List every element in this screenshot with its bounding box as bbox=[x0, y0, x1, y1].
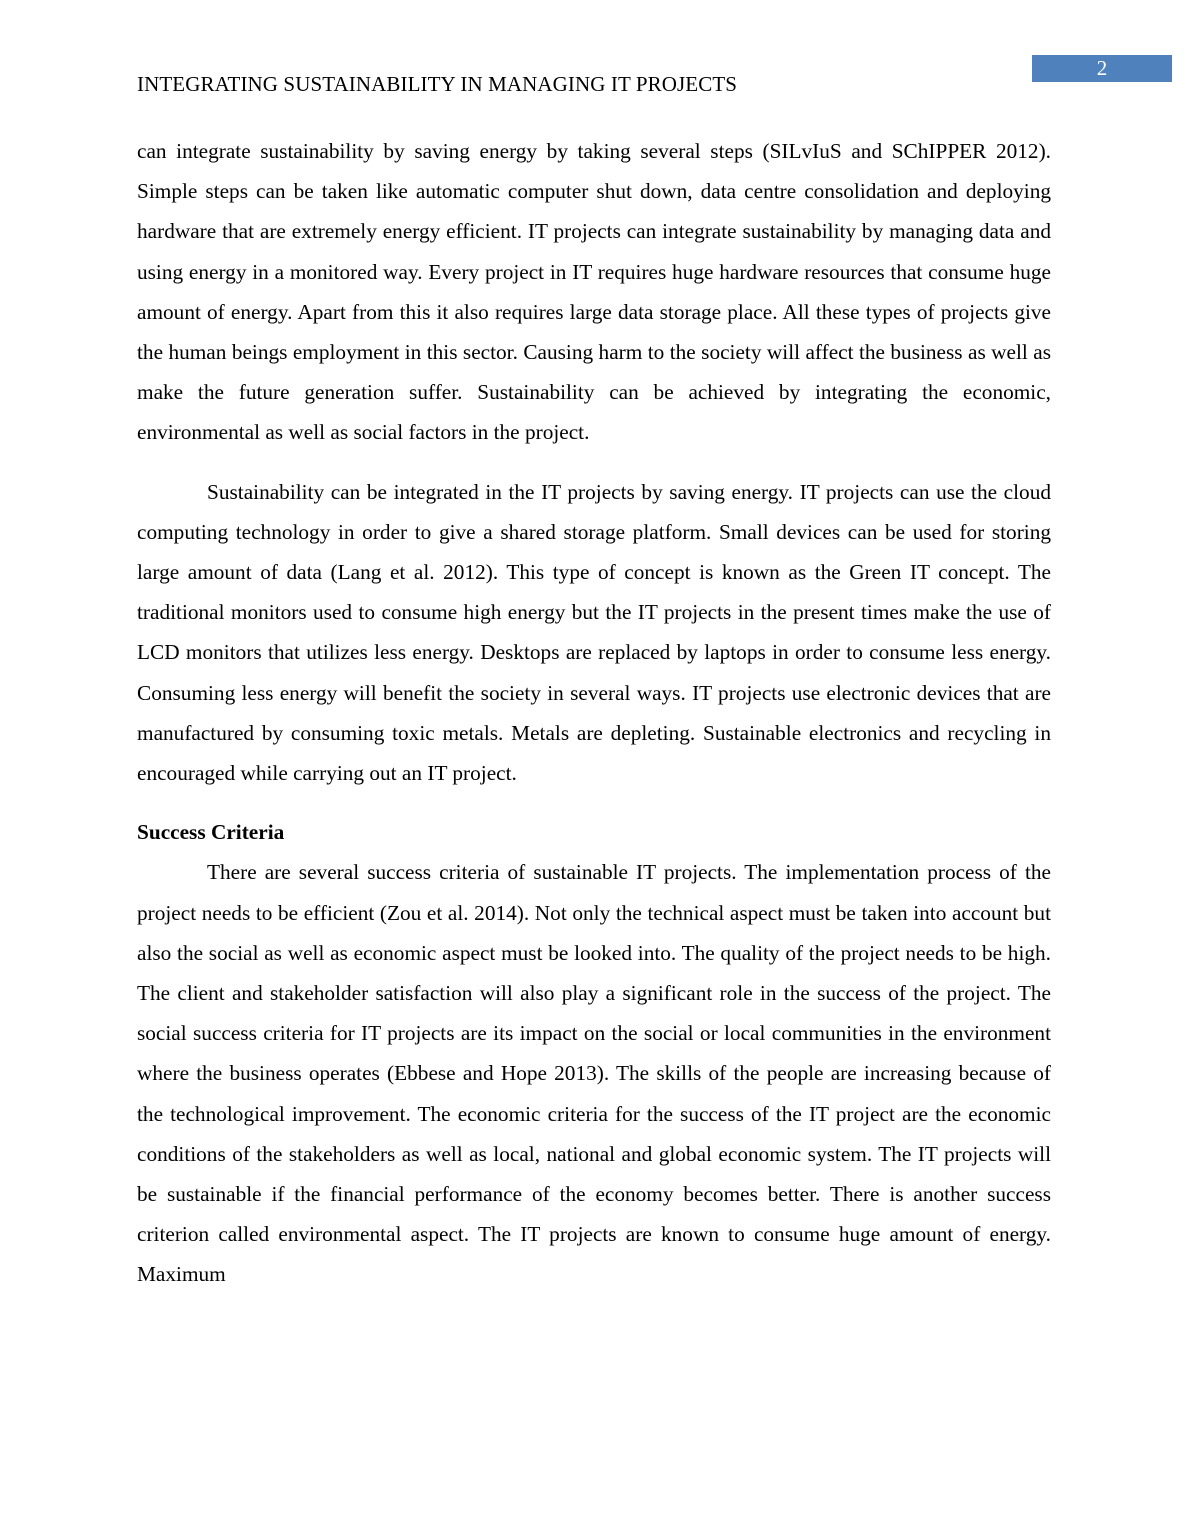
paragraph-green-it: Sustainability can be integrated in the IT projects by saving energy. IT projects can use the cloud computing technology in order to give a shared storage platform. Small devices can be used for storing large amount of data (Lang et al. 2012). This type of concept is known as the Green IT concept. The traditional monitors used to consume high energy but the IT projects in the present times make the use of LCD monitors that utilizes less energy. Desktops are replaced by laptops in order to consume less energy. Consuming less energy will benefit the society in several ways. IT projects use electronic devices that are manufactured by consuming toxic metals. Metals are depleting. Sustainable electronics and recycling in encouraged while carrying out an IT project. bbox=[137, 479, 1051, 786]
paragraph-energy-steps: can integrate sustainability by saving energy by taking several steps (SILvIuS and SChIPPER 2012). Simple steps can be taken like automatic computer shut down, data centre consolidation and deploying hardware that are extremely energy efficient. IT projects can integrate sustainability by managing data and using energy in a monitored way. Every project in IT requires huge hardware resources that consume huge amount of energy. Apart from this it also requires large data storage place. All these types of projects give the human beings employment in this sector. Causing harm to the society will affect the business as well as make the future generation suffer. Sustainability can be achieved by integrating the economic, environmental as well as social factors in the project. bbox=[137, 139, 1051, 445]
paragraph-success-criteria: There are several success criteria of sustainable IT projects. The implementation process of the project needs to be efficient (Zou et al. 2014). Not only the technical aspect must be taken into account but also the social as well as economic aspect must be looked into. The quality of the project needs to be high. The client and stakeholder satisfaction will also play a significant role in the success of the project. The social success criteria for IT projects are its impact on the social or local communities in the environment where the business operates (Ebbese and Hope 2013). The skills of the people are increasing because of the technological improvement. The economic criteria for the success of the IT project are the economic conditions of the stakeholders as well as local, national and global economic system. The IT projects will be sustainable if the financial performance of the economy becomes better. There is another success criterion called environmental aspect. The IT projects are known to consume huge amount of energy. Maximum bbox=[137, 860, 1051, 1287]
running-head: INTEGRATING SUSTAINABILITY IN MANAGING IT PROJECTS bbox=[137, 72, 738, 96]
page-number: 2 bbox=[1032, 55, 1172, 82]
document-body bbox=[137, 131, 1051, 1295]
section-heading-success-criteria: Success Criteria bbox=[137, 820, 285, 845]
